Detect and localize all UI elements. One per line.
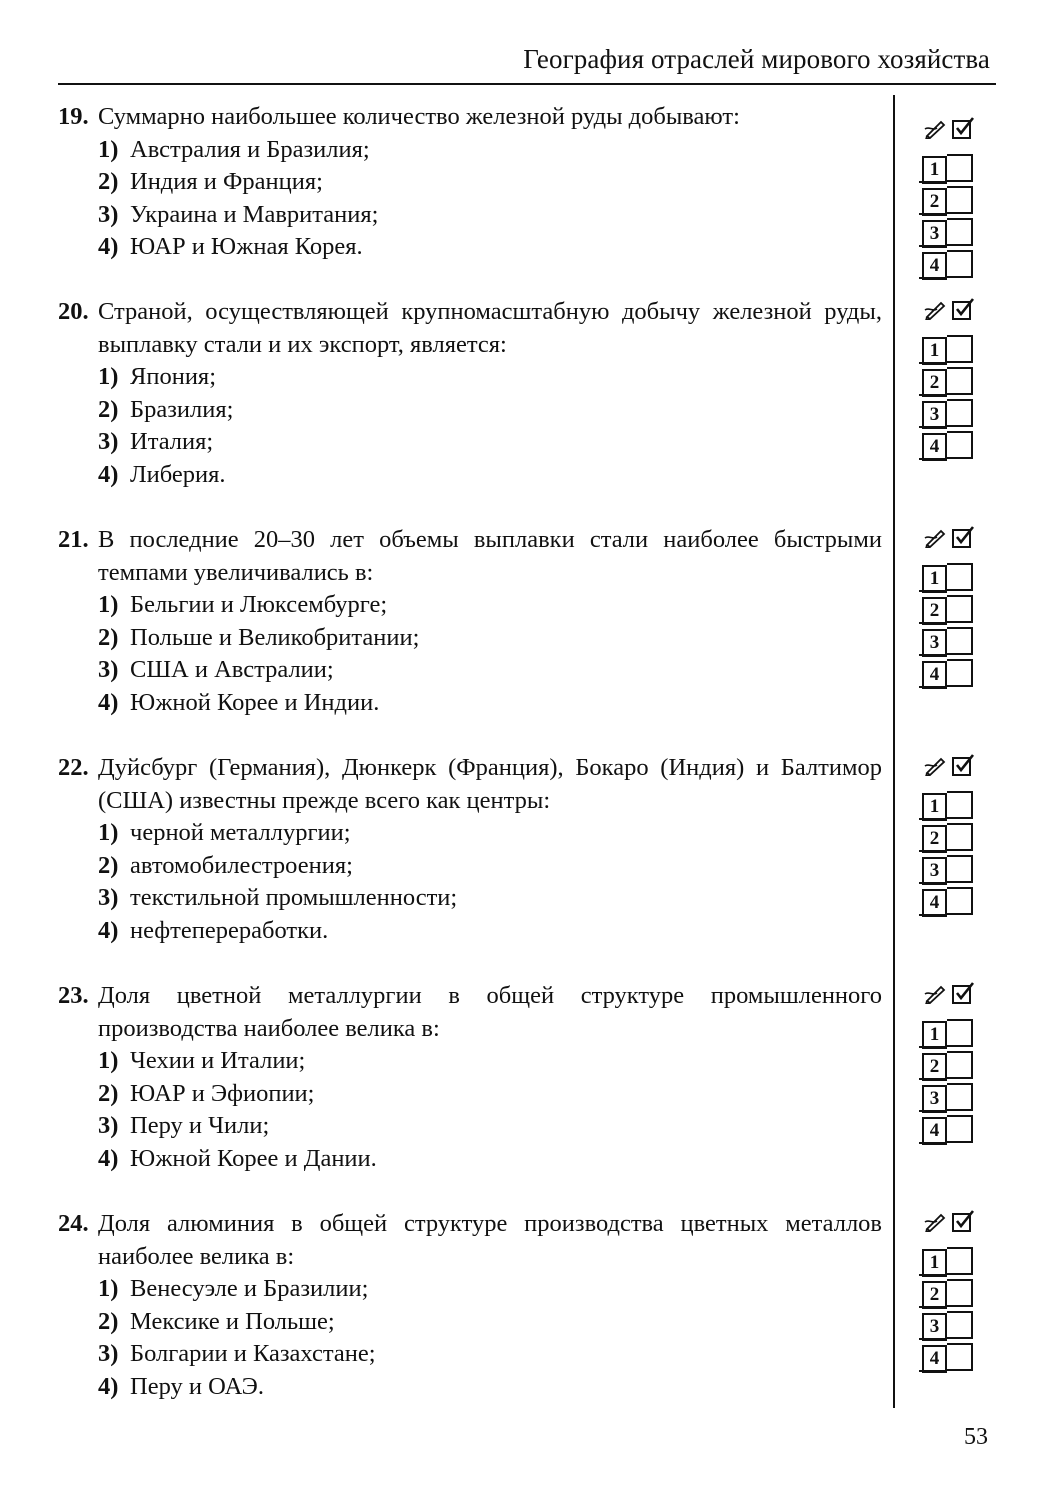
option-1 bbox=[58, 361, 882, 394]
question-23 bbox=[58, 980, 882, 1175]
option-number: 1) bbox=[98, 363, 119, 390]
answer-number-label: 1 bbox=[922, 793, 947, 821]
option-4 bbox=[58, 1143, 882, 1176]
option-3 bbox=[58, 426, 882, 459]
pen-icon bbox=[924, 298, 948, 320]
option-text: Бразилия; bbox=[130, 395, 234, 423]
answer-block-22 bbox=[922, 752, 982, 921]
checkbox-checked-icon bbox=[951, 297, 975, 321]
answer-checkbox[interactable] bbox=[947, 250, 973, 278]
option-number: 1) bbox=[98, 591, 119, 618]
answer-number-label: 4 bbox=[922, 889, 947, 917]
option-text: Чехии и Италии; bbox=[130, 1047, 306, 1074]
answer-mark-row bbox=[922, 115, 982, 141]
option-4 bbox=[58, 231, 882, 264]
option-number: 3) bbox=[98, 1112, 119, 1139]
question-stem bbox=[58, 296, 882, 361]
question-stem bbox=[58, 752, 882, 817]
answer-number-label: 3 bbox=[922, 220, 947, 248]
option-text: Италия; bbox=[130, 428, 214, 455]
answer-number-label: 2 bbox=[922, 188, 947, 216]
option-list bbox=[58, 134, 882, 264]
answer-option-3 bbox=[922, 857, 982, 885]
option-text: Мексике и Польше; bbox=[130, 1307, 335, 1335]
option-3 bbox=[58, 882, 882, 915]
answer-block-21 bbox=[922, 524, 982, 693]
option-text: Польше и Великобритании; bbox=[130, 623, 420, 651]
answer-checkbox[interactable] bbox=[947, 627, 973, 655]
option-text: Либерия. bbox=[130, 460, 226, 488]
answer-number-label: 2 bbox=[922, 825, 947, 853]
answer-checkbox[interactable] bbox=[947, 823, 973, 851]
option-text: Австралия и Бразилия; bbox=[130, 135, 370, 163]
answer-number-label: 2 bbox=[922, 369, 947, 397]
question-number: 23. bbox=[58, 982, 89, 1009]
option-number: 4) bbox=[98, 1372, 119, 1400]
answer-number-label: 1 bbox=[922, 1249, 947, 1277]
question-stem bbox=[58, 1208, 882, 1273]
option-text: автомобилестроения; bbox=[130, 851, 353, 879]
question-number: 22. bbox=[58, 754, 89, 781]
answer-checkbox[interactable] bbox=[947, 186, 973, 214]
option-2 bbox=[58, 1078, 882, 1111]
question-text: Доля цветной металлургии в общей структуре промышленного производства наиболее велика в: bbox=[98, 982, 882, 1042]
option-1 bbox=[58, 134, 882, 167]
checkbox-checked-icon bbox=[951, 753, 975, 777]
answer-checkbox[interactable] bbox=[947, 1051, 973, 1079]
answer-number-label: 4 bbox=[922, 252, 947, 280]
answer-checkbox[interactable] bbox=[947, 399, 973, 427]
answer-checkbox[interactable] bbox=[947, 1247, 973, 1275]
option-text: Бельгии и Люксембурге; bbox=[130, 591, 388, 618]
option-number: 2) bbox=[98, 851, 119, 879]
option-3 bbox=[58, 1338, 882, 1371]
answer-checkbox[interactable] bbox=[947, 431, 973, 459]
answer-checkbox[interactable] bbox=[947, 1311, 973, 1339]
pen-icon bbox=[924, 754, 948, 776]
question-stem bbox=[58, 101, 882, 134]
answer-number-label: 2 bbox=[922, 1281, 947, 1309]
option-text: США и Австралии; bbox=[130, 656, 334, 683]
option-3 bbox=[58, 199, 882, 232]
question-text: Доля алюминия в общей структуре производства цветных металлов наиболее велика в: bbox=[98, 1210, 882, 1270]
option-3 bbox=[58, 654, 882, 687]
answer-checkbox[interactable] bbox=[947, 1115, 973, 1143]
option-number: 4) bbox=[98, 916, 119, 944]
option-1 bbox=[58, 1273, 882, 1306]
answer-number-label: 1 bbox=[922, 565, 947, 593]
answer-block-19 bbox=[922, 115, 982, 284]
option-text: ЮАР и Эфиопии; bbox=[130, 1079, 315, 1107]
option-3 bbox=[58, 1110, 882, 1143]
option-4 bbox=[58, 1371, 882, 1404]
answer-checkbox[interactable] bbox=[947, 791, 973, 819]
option-text: ЮАР и Южная Корея. bbox=[130, 233, 363, 260]
option-number: 3) bbox=[98, 656, 119, 683]
question-number: 20. bbox=[58, 298, 89, 325]
option-1 bbox=[58, 589, 882, 622]
question-22 bbox=[58, 752, 882, 947]
option-number: 2) bbox=[98, 395, 119, 423]
option-list bbox=[58, 1045, 882, 1175]
answer-checkbox[interactable] bbox=[947, 887, 973, 915]
answer-option-4 bbox=[922, 433, 982, 461]
answer-checkbox[interactable] bbox=[947, 154, 973, 182]
question-stem bbox=[58, 524, 882, 589]
pen-icon bbox=[924, 982, 948, 1004]
answer-checkbox[interactable] bbox=[947, 1083, 973, 1111]
answer-number-label: 1 bbox=[922, 1021, 947, 1049]
option-1 bbox=[58, 1045, 882, 1078]
answer-number-label: 3 bbox=[922, 857, 947, 885]
question-19 bbox=[58, 101, 882, 264]
answer-checkbox[interactable] bbox=[947, 335, 973, 363]
option-text: Южной Корее и Дании. bbox=[130, 1144, 377, 1172]
answer-option-2 bbox=[922, 1281, 982, 1309]
option-number: 3) bbox=[98, 200, 119, 228]
question-text: Страной, осуществляющей крупномасштабную добычу железной руды, выплавку стали и их экспорт, является: bbox=[98, 298, 882, 358]
option-number: 1) bbox=[98, 1275, 119, 1302]
option-text: Южной Корее и Индии. bbox=[130, 688, 380, 716]
question-text: В последние 20–30 лет объемы выплавки стали наиболее быстрыми темпами увеличивались в: bbox=[98, 526, 882, 586]
option-number: 2) bbox=[98, 1307, 119, 1335]
header-rule bbox=[58, 83, 996, 85]
option-number: 1) bbox=[98, 1047, 119, 1074]
running-header: География отраслей мирового хозяйства bbox=[523, 44, 990, 74]
answer-option-4 bbox=[922, 1117, 982, 1145]
option-list bbox=[58, 817, 882, 947]
checkbox-checked-icon bbox=[951, 981, 975, 1005]
option-text: Индия и Франция; bbox=[130, 168, 323, 195]
answer-option-4 bbox=[922, 252, 982, 280]
option-text: Перу и Чили; bbox=[130, 1112, 270, 1139]
option-4 bbox=[58, 687, 882, 720]
answer-mark-row bbox=[922, 752, 982, 778]
answer-option-3 bbox=[922, 220, 982, 248]
option-list bbox=[58, 1273, 882, 1403]
option-number: 4) bbox=[98, 460, 119, 488]
option-text: черной металлургии; bbox=[130, 819, 351, 846]
answer-number-label: 3 bbox=[922, 401, 947, 429]
option-1 bbox=[58, 817, 882, 850]
answer-option-2 bbox=[922, 1053, 982, 1081]
option-2 bbox=[58, 1306, 882, 1339]
option-number: 2) bbox=[98, 1079, 119, 1107]
pen-icon bbox=[924, 1210, 948, 1232]
answer-option-2 bbox=[922, 369, 982, 397]
pen-icon bbox=[924, 117, 948, 139]
option-number: 4) bbox=[98, 688, 119, 716]
answer-option-2 bbox=[922, 188, 982, 216]
answer-option-2 bbox=[922, 597, 982, 625]
answer-number-label: 3 bbox=[922, 629, 947, 657]
answer-mark-row bbox=[922, 1208, 982, 1234]
answer-checkbox[interactable] bbox=[947, 218, 973, 246]
option-number: 3) bbox=[98, 428, 119, 455]
answer-number-label: 3 bbox=[922, 1085, 947, 1113]
answer-checkbox[interactable] bbox=[947, 659, 973, 687]
answer-option-1 bbox=[922, 793, 982, 821]
answer-checkbox[interactable] bbox=[947, 595, 973, 623]
option-number: 3) bbox=[98, 884, 119, 911]
question-20 bbox=[58, 296, 882, 491]
answer-option-3 bbox=[922, 1313, 982, 1341]
answer-number-label: 2 bbox=[922, 1053, 947, 1081]
option-text: Венесуэле и Бразилии; bbox=[130, 1275, 369, 1302]
question-number: 24. bbox=[58, 1210, 89, 1237]
option-number: 1) bbox=[98, 135, 119, 163]
answer-option-3 bbox=[922, 1085, 982, 1113]
answer-option-3 bbox=[922, 401, 982, 429]
answer-number-label: 4 bbox=[922, 1345, 947, 1373]
answer-mark-row bbox=[922, 980, 982, 1006]
answer-checkbox[interactable] bbox=[947, 855, 973, 883]
answer-number-label: 3 bbox=[922, 1313, 947, 1341]
option-text: Украина и Мавритания; bbox=[130, 200, 379, 228]
answer-option-4 bbox=[922, 889, 982, 917]
answer-checkbox[interactable] bbox=[947, 1279, 973, 1307]
option-4 bbox=[58, 915, 882, 948]
answer-number-label: 2 bbox=[922, 597, 947, 625]
answer-option-4 bbox=[922, 1345, 982, 1373]
answer-number-label: 4 bbox=[922, 661, 947, 689]
answer-number-label: 4 bbox=[922, 1117, 947, 1145]
question-21 bbox=[58, 524, 882, 719]
option-4 bbox=[58, 459, 882, 492]
answer-block-23 bbox=[922, 980, 982, 1149]
answer-option-2 bbox=[922, 825, 982, 853]
checkbox-checked-icon bbox=[951, 1209, 975, 1233]
answer-option-1 bbox=[922, 1249, 982, 1277]
question-24 bbox=[58, 1208, 882, 1403]
option-text: нефтепереработки. bbox=[130, 916, 329, 944]
answer-number-label: 4 bbox=[922, 433, 947, 461]
answer-option-3 bbox=[922, 629, 982, 657]
pen-icon bbox=[924, 526, 948, 548]
answer-option-1 bbox=[922, 337, 982, 365]
option-number: 1) bbox=[98, 819, 119, 846]
checkbox-checked-icon bbox=[951, 525, 975, 549]
page-number: 53 bbox=[964, 1424, 988, 1450]
option-text: Болгарии и Казахстане; bbox=[130, 1340, 376, 1367]
option-list bbox=[58, 589, 882, 719]
question-stem bbox=[58, 980, 882, 1045]
answer-number-label: 1 bbox=[922, 337, 947, 365]
option-text: Япония; bbox=[130, 363, 217, 390]
answer-block-20 bbox=[922, 296, 982, 465]
option-2 bbox=[58, 850, 882, 883]
option-number: 4) bbox=[98, 1144, 119, 1172]
question-text: Дуйсбург (Германия), Дюнкерк (Франция), Бокаро (Индия) и Балтимор (США) известны прежде всего как центры: bbox=[98, 754, 882, 814]
answer-option-1 bbox=[922, 156, 982, 184]
question-text: Суммарно наибольшее количество железной руды добывают: bbox=[98, 103, 740, 130]
option-2 bbox=[58, 622, 882, 655]
option-number: 3) bbox=[98, 1340, 119, 1367]
answer-checkbox[interactable] bbox=[947, 1019, 973, 1047]
answer-checkbox[interactable] bbox=[947, 367, 973, 395]
question-number: 19. bbox=[58, 103, 89, 130]
answer-option-1 bbox=[922, 565, 982, 593]
answer-checkbox[interactable] bbox=[947, 563, 973, 591]
question-number: 21. bbox=[58, 526, 89, 553]
option-2 bbox=[58, 166, 882, 199]
option-list bbox=[58, 361, 882, 491]
answer-option-4 bbox=[922, 661, 982, 689]
option-text: текстильной промышленности; bbox=[130, 884, 458, 911]
answer-mark-row bbox=[922, 524, 982, 550]
answer-checkbox[interactable] bbox=[947, 1343, 973, 1371]
option-number: 4) bbox=[98, 233, 119, 260]
answer-number-label: 1 bbox=[922, 156, 947, 184]
option-2 bbox=[58, 394, 882, 427]
answer-option-1 bbox=[922, 1021, 982, 1049]
answer-block-24 bbox=[922, 1208, 982, 1377]
answer-mark-row bbox=[922, 296, 982, 322]
answer-column-rule bbox=[893, 95, 895, 1408]
checkbox-checked-icon bbox=[951, 116, 975, 140]
option-number: 2) bbox=[98, 623, 119, 651]
option-text: Перу и ОАЭ. bbox=[130, 1372, 264, 1400]
option-number: 2) bbox=[98, 168, 119, 195]
